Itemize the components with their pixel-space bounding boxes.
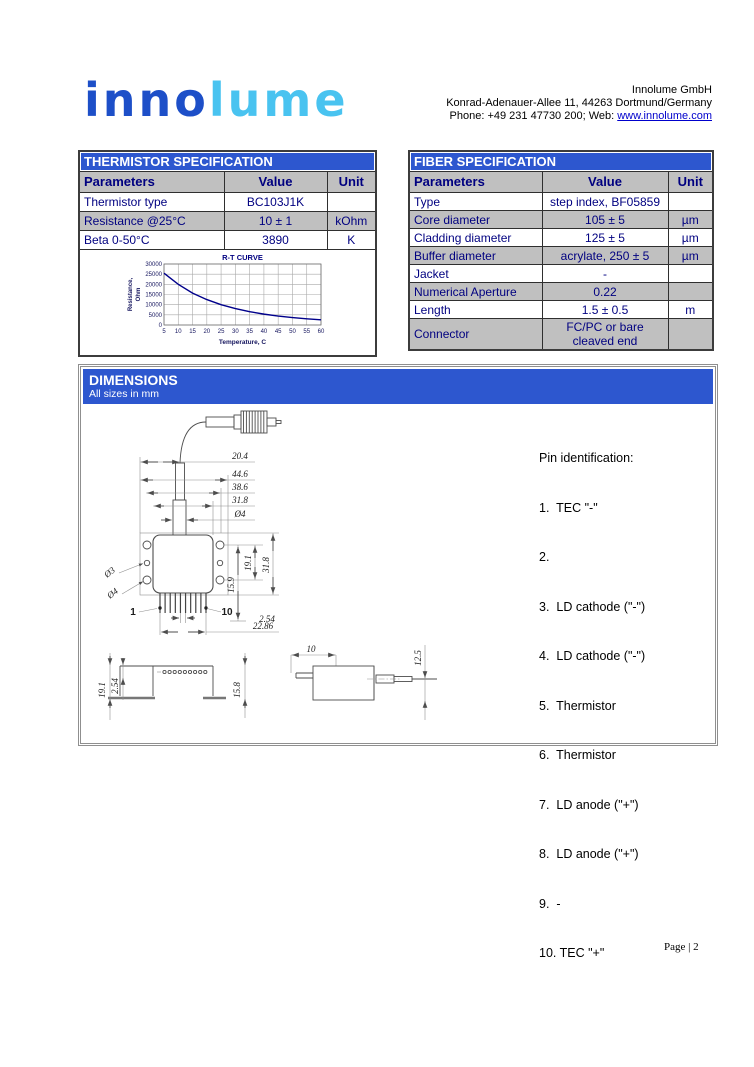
company-name: Innolume GmbH — [631, 84, 712, 96]
fiber-table-title: FIBER SPECIFICATION — [409, 151, 713, 172]
svg-text:40: 40 — [260, 329, 268, 335]
dim-ferrule-diameter: Ø4 — [234, 509, 246, 519]
svg-text:60: 60 — [317, 329, 325, 335]
table-row — [79, 193, 376, 212]
table-row — [79, 231, 376, 250]
value-cell: 10 ± 1 — [224, 212, 327, 231]
pin-item: 9. - — [539, 896, 561, 911]
fc-connector — [206, 411, 281, 433]
dim-15-9: 15.9 — [226, 577, 236, 593]
value-cell: step index, BF05859 — [542, 193, 668, 211]
technical-drawing — [83, 405, 713, 725]
value-cell: 125 ± 5 — [542, 229, 668, 247]
svg-text:Temperature, C: Temperature, C — [218, 339, 267, 346]
svg-text:15000: 15000 — [145, 292, 162, 299]
dim-20-4: 20.4 — [232, 451, 248, 461]
svg-text:5000: 5000 — [148, 312, 162, 319]
value-cell: 0.22 — [542, 283, 668, 301]
thermistor-table-title: THERMISTOR SPECIFICATION — [79, 151, 376, 172]
param-cell: Numerical Aperture — [409, 283, 542, 301]
param-cell: Connector — [409, 319, 542, 351]
svg-text:20: 20 — [203, 329, 211, 335]
dim-19-1: 19.1 — [243, 555, 253, 571]
col-unit: Unit — [327, 172, 376, 193]
dim-side-15-8: 15.8 — [232, 682, 242, 698]
rt-curve-chart — [124, 251, 331, 354]
column-header-row — [79, 172, 376, 193]
table-title-row — [79, 151, 376, 172]
svg-text:10000: 10000 — [145, 302, 162, 309]
svg-text:0: 0 — [158, 323, 162, 329]
value-cell: 105 ± 5 — [542, 211, 668, 229]
svg-text:25000: 25000 — [145, 272, 162, 279]
unit-cell: K — [327, 231, 376, 250]
table-row — [409, 265, 713, 283]
pin-item: 4. LD cathode ("-") — [539, 649, 646, 663]
table-row — [409, 319, 713, 351]
col-value: Value — [542, 172, 668, 193]
svg-text:30: 30 — [232, 329, 239, 335]
pin-10-label: 10 — [221, 607, 233, 618]
width-dimensions — [140, 451, 255, 535]
svg-text:Ohm: Ohm — [136, 287, 142, 302]
logo-text-inno: inno — [84, 73, 209, 127]
value-cell: 3890 — [224, 231, 327, 250]
svg-text:35: 35 — [246, 329, 253, 335]
dim-flange-10: 10 — [306, 644, 316, 654]
col-parameters: Parameters — [409, 172, 542, 193]
hole-callouts — [101, 564, 143, 602]
col-parameters: Parameters — [79, 172, 224, 193]
column-header-row — [409, 172, 713, 193]
table-row — [79, 212, 376, 231]
dimensions-title: DIMENSIONS — [89, 372, 178, 388]
dim-44-6: 44.6 — [232, 469, 248, 479]
pin-item: 8. LD anode ("+") — [539, 847, 639, 861]
svg-text:Resistance,: Resistance, — [128, 277, 134, 312]
param-cell: Type — [409, 193, 542, 211]
company-phone-web: Phone: +49 231 47730 200; Web: www.innolume.com — [449, 110, 712, 122]
svg-text:30000: 30000 — [145, 262, 162, 268]
pin-dimensions — [130, 607, 279, 635]
value-cell: FC/PC or bare cleaved end — [542, 319, 668, 351]
table-row — [409, 283, 713, 301]
dim-38-6: 38.6 — [232, 482, 248, 492]
unit-cell — [327, 193, 376, 212]
dim-31-8-height: 31.8 — [261, 557, 271, 573]
unit-cell — [668, 265, 713, 283]
company-contact-block — [446, 84, 712, 123]
svg-text:25: 25 — [217, 329, 225, 335]
col-unit: Unit — [668, 172, 713, 193]
unit-cell — [668, 319, 713, 351]
package-fiber-side-view — [291, 644, 437, 720]
pin-1-label: 1 — [130, 607, 136, 618]
dim-side-2-54: 2.54 — [110, 678, 120, 694]
param-cell: Buffer diameter — [409, 247, 542, 265]
pin-item: 1. TEC "-" — [539, 500, 598, 515]
table-row — [409, 247, 713, 265]
pin-id-heading: Pin identification: — [539, 451, 634, 465]
param-cell: Thermistor type — [79, 193, 224, 212]
param-cell: Resistance @25°C — [79, 212, 224, 231]
package-side-view — [97, 653, 245, 720]
company-address: Konrad-Adenauer-Allee 11, 44263 Dortmund/Germany — [446, 97, 712, 109]
pin-item: 10. TEC "+" — [539, 946, 605, 960]
unit-cell: µm — [668, 247, 713, 265]
unit-cell — [668, 193, 713, 211]
unit-cell: µm — [668, 211, 713, 229]
pin-item: 2. — [539, 550, 550, 564]
dim-side-19-1: 19.1 — [97, 682, 107, 698]
pin-item: 6. Thermistor — [539, 748, 616, 762]
pin-item: 5. Thermistor — [539, 698, 616, 713]
param-cell: Jacket — [409, 265, 542, 283]
dim-31-8-width: 31.8 — [232, 495, 248, 505]
svg-text:R-T CURVE: R-T CURVE — [222, 253, 263, 262]
table-row — [409, 229, 713, 247]
fiber-spec-table — [408, 150, 714, 351]
svg-text:45: 45 — [274, 329, 282, 335]
unit-cell: m — [668, 301, 713, 319]
svg-text:10: 10 — [174, 329, 182, 335]
dim-fiber-height-12-5: 12.5 — [413, 650, 423, 666]
dimensions-subtitle: All sizes in mm — [89, 388, 160, 400]
fiber-ferrule — [173, 463, 186, 535]
thermistor-spec-table — [78, 150, 377, 357]
page-number: Page | 2 — [664, 941, 699, 953]
dim-pin-pitch: 2.54 — [259, 614, 275, 624]
package-top-view — [140, 533, 228, 613]
value-cell: 1.5 ± 0.5 — [542, 301, 668, 319]
company-logo — [84, 73, 349, 127]
unit-cell: µm — [668, 229, 713, 247]
fiber-curve — [180, 422, 206, 463]
dim-pin-span: 22.86 — [252, 621, 274, 631]
svg-text:50: 50 — [289, 329, 296, 335]
col-value: Value — [224, 172, 327, 193]
table-row — [409, 211, 713, 229]
table-title-row — [409, 151, 713, 172]
dim-hole-3: Ø3 — [102, 564, 117, 580]
param-cell: Cladding diameter — [409, 229, 542, 247]
table-row — [409, 193, 713, 211]
unit-cell: kOhm — [327, 212, 376, 231]
param-cell: Beta 0-50°C — [79, 231, 224, 250]
chart-row — [79, 250, 376, 357]
value-cell: acrylate, 250 ± 5 — [542, 247, 668, 265]
unit-cell — [668, 283, 713, 301]
logo-text-lume: lume — [208, 73, 349, 127]
dim-hole-4: Ø4 — [105, 585, 120, 601]
table-row — [409, 301, 713, 319]
svg-text:5: 5 — [162, 329, 166, 335]
svg-text:55: 55 — [303, 329, 311, 335]
value-cell: BC103J1K — [224, 193, 327, 212]
svg-text:15: 15 — [189, 329, 196, 335]
pin-item: 7. LD anode ("+") — [539, 797, 639, 812]
pin-item: 3. LD cathode ("-") — [539, 599, 646, 614]
svg-text:20000: 20000 — [145, 282, 162, 289]
dimensions-header-bar — [83, 369, 713, 404]
website-link[interactable]: www.innolume.com — [617, 110, 712, 122]
param-cell: Length — [409, 301, 542, 319]
value-cell: - — [542, 265, 668, 283]
param-cell: Core diameter — [409, 211, 542, 229]
